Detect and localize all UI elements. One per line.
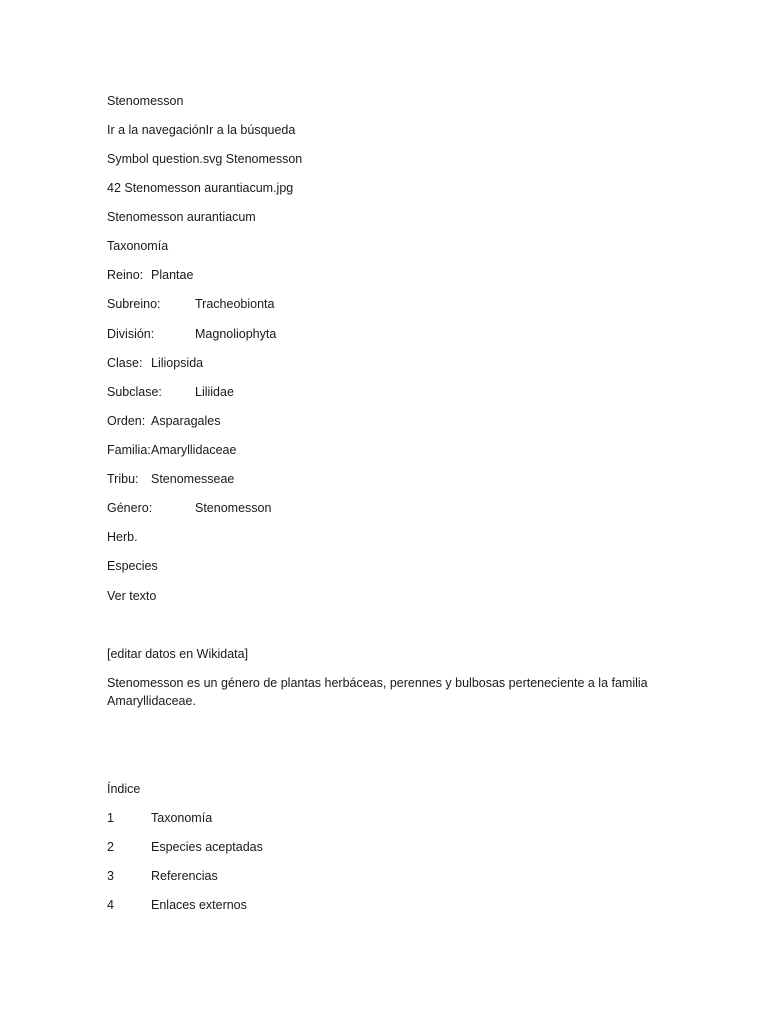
index-label[interactable]: Enlaces externos <box>151 898 247 912</box>
image-caption: Stenomesson aurantiacum <box>107 210 256 224</box>
index-label[interactable]: Especies aceptadas <box>151 840 263 854</box>
index-number: 3 <box>107 869 114 883</box>
symbol-line: Symbol question.svg Stenomesson <box>107 152 303 166</box>
taxonomy-value: Amaryllidaceae <box>151 443 237 457</box>
taxonomy-value: Liliopsida <box>151 356 204 370</box>
taxonomy-label: Género: <box>107 501 153 515</box>
index-heading: Índice <box>107 782 141 796</box>
taxonomy-value: Stenomesson <box>195 501 272 515</box>
index-label[interactable]: Taxonomía <box>151 811 213 825</box>
taxonomy-value: Liliidae <box>195 385 234 399</box>
taxonomy-value: Stenomesseae <box>151 472 235 486</box>
description-paragraph: Stenomesson es un género de plantas herbáceas, perennes y bulbosas perteneciente a la familia Amaryllidaceae. <box>107 676 648 708</box>
herb-text: Herb. <box>107 530 138 544</box>
index-number: 4 <box>107 898 114 912</box>
taxonomy-label: Subreino: <box>107 297 161 311</box>
index-number: 2 <box>107 840 114 854</box>
ver-texto-link[interactable]: Ver texto <box>107 589 157 603</box>
wikidata-edit-link[interactable]: [editar datos en Wikidata] <box>107 647 249 661</box>
taxonomy-value: Plantae <box>151 268 194 282</box>
image-filename: 42 Stenomesson aurantiacum.jpg <box>107 181 294 195</box>
taxonomy-label: Subclase: <box>107 385 162 399</box>
taxonomy-label: División: <box>107 327 155 341</box>
taxonomy-label: Orden: <box>107 414 146 428</box>
taxonomy-label: Reino: <box>107 268 144 282</box>
taxonomy-value: Asparagales <box>151 414 221 428</box>
taxonomy-value: Tracheobionta <box>195 297 275 311</box>
taxonomy-label: Clase: <box>107 356 143 370</box>
index-label[interactable]: Referencias <box>151 869 218 883</box>
page-title: Stenomesson <box>107 94 184 108</box>
especies-label: Especies <box>107 559 158 573</box>
nav-links[interactable]: Ir a la navegaciónIr a la búsqueda <box>107 123 296 137</box>
taxonomy-label: Familia: <box>107 443 151 457</box>
taxonomy-value: Magnoliophyta <box>195 327 277 341</box>
index-number: 1 <box>107 811 114 825</box>
taxonomy-label: Tribu: <box>107 472 139 486</box>
taxonomy-heading: Taxonomía <box>107 239 169 253</box>
